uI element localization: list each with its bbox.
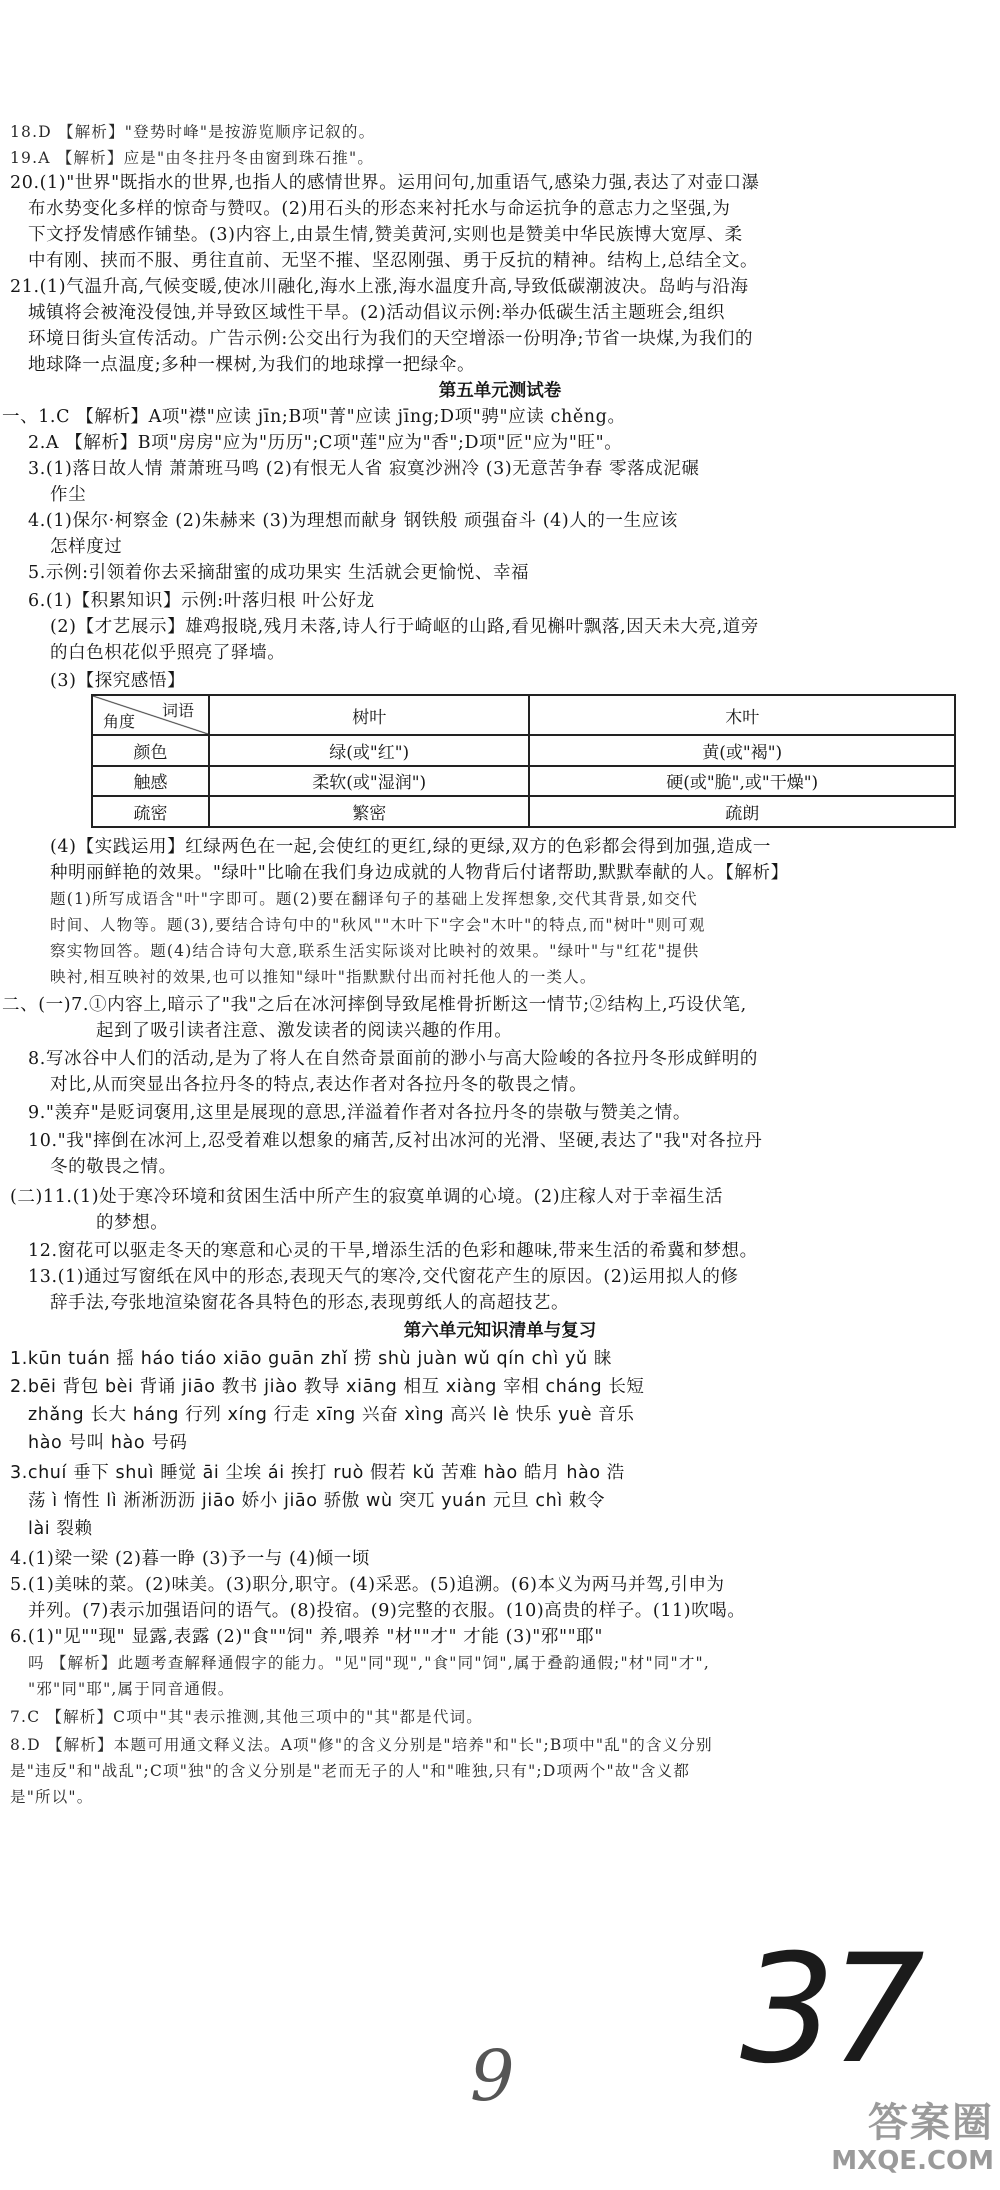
- unit5-q6-2: (2)【才艺展示】雄鸡报晓,残月未落,诗人行于崎岖的山路,看见槲叶飘落,因天未大亮,道旁: [50, 617, 759, 637]
- handwritten-mark: 9: [470, 2035, 515, 2117]
- table-row-label: 触感: [92, 766, 209, 797]
- unit5-q8-cont: 对比,从而突显出各拉丹冬的特点,表达作者对各拉丹冬的敬畏之情。: [50, 1075, 588, 1095]
- unit6-q5: 5.(1)美味的菜。(2)味美。(3)职分,职守。(4)采恶。(5)追溯。(6)本义为两马并驾,引申为: [10, 1575, 725, 1595]
- unit6-q7: 7.C 【解析】C项中"其"表示推测,其他三项中的"其"都是代词。: [10, 1708, 483, 1726]
- unit5-q3: 3.(1)落日故人情 萧萧班马鸣 (2)有恨无人省 寂寞沙洲冷 (3)无意苦争春 零落成泥碾: [28, 459, 700, 479]
- unit5-q13: 13.(1)通过写窗纸在风中的形态,表现天气的寒冷,交代窗花产生的原因。(2)运用拟人的修: [28, 1267, 739, 1287]
- unit5-q4-cont: 怎样度过: [50, 537, 123, 557]
- unit5-q9: 9."羡弃"是贬词褒用,这里是展现的意思,洋溢着作者对各拉丹冬的崇敬与赞美之情。: [28, 1103, 691, 1123]
- unit5-q4: 4.(1)保尔·柯察金 (2)朱赫来 (3)为理想而献身 钢铁般 顽强奋斗 (4)人的一生应该: [28, 511, 678, 531]
- unit6-q8: 8.D 【解析】本题可用通文释义法。A项"修"的含义分别是"培养"和"长";B项中"乱"的含义分别: [10, 1736, 713, 1754]
- answer-line-21: 21.(1)气温升高,气候变暖,使冰川融化,海水上涨,海水温度升高,导致低碳潮波决。岛屿与沿海: [10, 277, 749, 297]
- answer-line-20-cont-1: 布水势变化多样的惊奇与赞叹。(2)用石头的形态来衬托水与命运抗争的意志力之坚强,为: [28, 199, 731, 219]
- table-corner-bottom: 角度: [103, 712, 136, 731]
- table-cell: 繁密: [209, 796, 529, 827]
- unit5-q13-cont: 辞手法,夸张地渲染窗花各具特色的形态,表现剪纸人的高超技艺。: [50, 1293, 570, 1313]
- table-cell: 柔软(或"湿润"): [209, 766, 529, 797]
- unit5-q6-2-cont: 的白色枳花似乎照亮了驿墙。: [50, 643, 286, 663]
- answer-line-19: 19.A 【解析】应是"由冬拄丹冬由窗到珠石推"。: [10, 149, 375, 167]
- unit5-q10: 10."我"摔倒在冰河上,忍受着难以想象的痛苦,反衬出冰河的光滑、坚硬,表达了"我"对各拉丹: [28, 1131, 763, 1151]
- unit5-q2: 2.A 【解析】B项"房房"应为"历历";C项"莲"应为"香";D项"匠"应为"旺"。: [28, 433, 623, 453]
- unit5-q6-4: (4)【实践运用】红绿两色在一起,会使红的更红,绿的更绿,双方的色彩都会得到加强,造成一: [50, 837, 771, 857]
- unit5-q11: (二)11.(1)处于寒冷环境和贫困生活中所产生的寂寞单调的心境。(2)庄稼人对于幸福生活: [10, 1187, 724, 1207]
- unit6-q2: 2.bēi 背包 bèi 背诵 jiāo 教书 jiào 教导 xiāng 相互 xiàng 宰相 cháng 长短: [10, 1377, 645, 1397]
- unit-6-heading: 第六单元知识清单与复习: [403, 1321, 597, 1341]
- unit6-q6-analysis-1: 吗 【解析】此题考查解释通假字的能力。"见"同"现","食"同"饲",属于叠韵通假;"材"同"才",: [28, 1654, 710, 1672]
- unit5-q6-analysis-3: 察实物回答。题(4)结合诗句大意,联系生活实际谈对比映衬的效果。"绿叶"与"红花"提供: [50, 942, 700, 960]
- table-cell: 疏朗: [529, 796, 955, 827]
- table-row-label: 颜色: [92, 735, 209, 766]
- watermark: [831, 2100, 994, 2176]
- unit6-q4: 4.(1)梁一梁 (2)暮一睁 (3)予一与 (4)倾一顷: [10, 1549, 370, 1569]
- unit6-q8-cont-2: 是"所以"。: [10, 1788, 94, 1806]
- unit5-q6-3: (3)【探究感悟】: [50, 671, 186, 691]
- unit5-q12: 12.窗花可以驱走冬天的寒意和心灵的干旱,增添生活的色彩和趣味,带来生活的希冀和梦想。: [28, 1241, 758, 1261]
- watermark-url: MXQE.COM: [831, 2146, 994, 2176]
- unit5-q6-analysis-1: 题(1)所写成语含"叶"字即可。题(2)要在翻译句子的基础上发挥想象,交代其背景,如交代: [50, 890, 698, 908]
- unit6-q8-cont-1: 是"违反"和"战乱";C项"独"的含义分别是"老而无子的人"和"唯独,只有";D项两个"故"含义都: [10, 1762, 691, 1780]
- unit5-q6-analysis-4: 映衬,相互映衬的效果,也可以推知"绿叶"指默默付出而衬托他人的一类人。: [50, 968, 597, 986]
- unit6-q5-cont: 并列。(7)表示加强语问的语气。(8)投宿。(9)完整的衣服。(10)高贵的样子。(11)吹喝。: [28, 1601, 746, 1621]
- unit5-q6-4-cont-1: 种明丽鲜艳的效果。"绿叶"比喻在我们身边成就的人物背后付诸帮助,默默奉献的人。【解析】: [50, 863, 789, 883]
- table-cell: 黄(或"褐"): [529, 735, 955, 766]
- unit6-q3: 3.chuí 垂下 shuì 睡觉 āi 尘埃 ái 挨打 ruò 假若 kǔ 苦难 hào 皓月 hào 浩: [10, 1463, 625, 1483]
- unit5-q10-cont: 冬的敬畏之情。: [50, 1157, 177, 1177]
- unit5-q11-cont: 的梦想。: [96, 1213, 169, 1233]
- table-header-col2: 木叶: [529, 695, 955, 735]
- watermark-logo: 答案圈: [868, 2100, 994, 2146]
- unit5-q6-1: 6.(1)【积累知识】示例:叶落归根 叶公好龙: [28, 591, 375, 611]
- unit5-q7: 二、(一)7.①内容上,暗示了"我"之后在冰河摔倒导致尾椎骨折断这一情节;②结构上,巧设伏笔,: [2, 995, 747, 1015]
- unit5-q7-cont: 起到了吸引读者注意、激发读者的阅读兴趣的作用。: [96, 1021, 513, 1041]
- unit6-q2-cont-1: zhǎng 长大 háng 行列 xíng 行走 xīng 兴奋 xìng 高兴 lè 快乐 yuè 音乐: [28, 1405, 635, 1425]
- unit5-q6-analysis-2: 时间、人物等。题(3),要结合诗句中的"秋风""木叶下"字会"木叶"的特点,而"树叶"则可观: [50, 916, 706, 934]
- comparison-table: [91, 694, 956, 828]
- answer-line-18: 18.D 【解析】"登势时峰"是按游览顺序记叙的。: [10, 123, 376, 141]
- answer-line-20: 20.(1)"世界"既指水的世界,也指人的感情世界。运用问句,加重语气,感染力强,表达了对壶口瀑: [10, 173, 760, 193]
- table-header-col1: 树叶: [209, 695, 529, 735]
- unit6-q6: 6.(1)"见""现" 显露,表露 (2)"食""饲" 养,喂养 "材""才" 才能 (3)"邪""耶": [10, 1627, 604, 1647]
- answer-line-21-cont-3: 地球降一点温度;多种一棵树,为我们的地球撑一把绿伞。: [28, 355, 476, 375]
- table-corner-top: 词语: [161, 701, 194, 720]
- unit6-q2-cont-2: hào 号叫 hào 号码: [28, 1433, 188, 1453]
- answer-line-20-cont-2: 下文抒发情感作铺垫。(3)内容上,由景生情,赞美黄河,实则也是赞美中华民族博大宽厚、柔: [28, 225, 743, 245]
- table-row-label: 疏密: [92, 796, 209, 827]
- table-corner-cell: [92, 695, 209, 735]
- unit5-q3-cont: 作尘: [50, 485, 87, 505]
- unit5-q8: 8.写冰谷中人们的活动,是为了将人在自然奇景面前的渺小与高大险峻的各拉丹冬形成鲜明的: [28, 1049, 758, 1069]
- unit6-q3-cont-2: lài 裂赖: [28, 1519, 93, 1539]
- page-number: 37: [740, 1923, 919, 2097]
- table-cell: 绿(或"红"): [209, 735, 529, 766]
- unit5-q1: 一、1.C 【解析】A项"襟"应读 jīn;B项"菁"应读 jīng;D项"骋"应读 chěng。: [2, 407, 626, 427]
- unit6-q3-cont-1: 荡 ì 惰性 lì 淅淅沥沥 jiāo 娇小 jiāo 骄傲 wù 突兀 yuán 元旦 chì 敕令: [28, 1491, 606, 1511]
- unit6-q6-analysis-2: "邪"同"耶",属于同音通假。: [28, 1680, 235, 1698]
- unit5-q5: 5.示例:引领着你去采摘甜蜜的成功果实 生活就会更愉悦、幸福: [28, 563, 530, 583]
- answer-line-21-cont-1: 城镇将会被淹没侵蚀,并导致区域性干旱。(2)活动倡议示例:举办低碳生活主题班会,组织: [28, 303, 726, 323]
- table-cell: 硬(或"脆",或"干燥"): [529, 766, 955, 797]
- unit-5-heading: 第五单元测试卷: [438, 381, 562, 401]
- answer-line-20-cont-3: 中有刚、挟而不服、勇往直前、无坚不摧、坚忍刚强、勇于反抗的精神。结构上,总结全文。: [28, 251, 759, 271]
- unit6-q1: 1.kūn tuán 摇 háo tiáo xiāo guān zhǐ 捞 shù juàn wǔ qín chì yǔ 睐: [10, 1349, 612, 1369]
- answer-line-21-cont-2: 环境日街头宣传活动。广告示例:公交出行为我们的天空增添一份明净;节省一块煤,为我们的: [28, 329, 754, 349]
